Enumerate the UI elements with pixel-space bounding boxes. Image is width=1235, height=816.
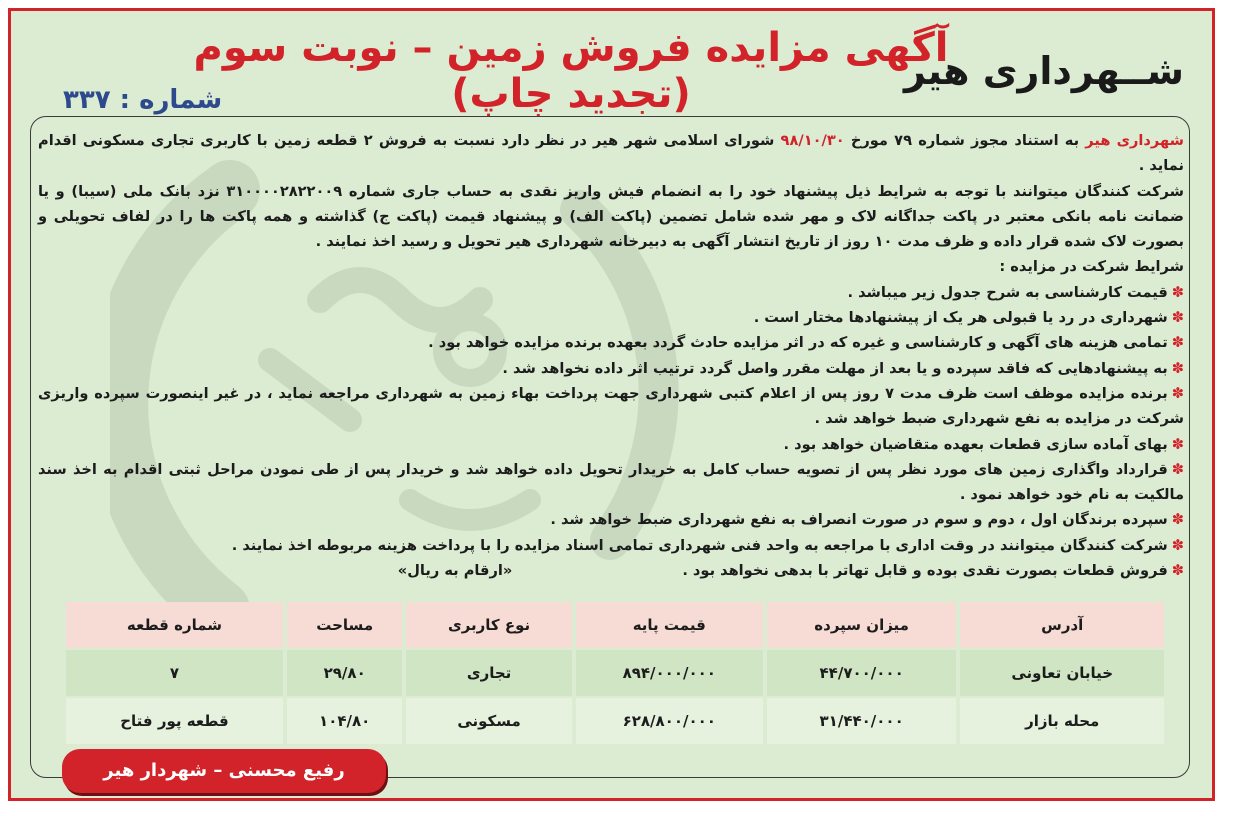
table-cell: ۴۴/۷۰۰/۰۰۰: [767, 650, 957, 696]
condition-item: ✽بهای آماده سازی قطعات بعهده متقاضیان خواهد بود .: [783, 435, 1184, 453]
bullet-icon: ✽: [1171, 511, 1184, 529]
condition-item: ✽شهرداری در رد یا قبولی هر یک از پیشنهادها مختار است .: [753, 309, 1184, 327]
bullet-icon: ✽: [1171, 334, 1184, 352]
table-cell: ۱۰۴/۸۰: [287, 698, 403, 744]
rial-note: «ارقام به ریال»: [397, 562, 513, 580]
column-header: نوع کاربری: [406, 602, 571, 648]
column-header: شماره قطعه: [66, 602, 283, 648]
condition-item: ✽قیمت کارشناسی به شرح جدول زیر میباشد .: [847, 283, 1184, 301]
bullet-icon: ✽: [1171, 536, 1184, 554]
table-cell: خیابان تعاونی: [960, 650, 1164, 696]
table-row: [66, 650, 1164, 696]
table-cell: محله بازار: [960, 698, 1164, 744]
table-cell: تجاری: [406, 650, 571, 696]
intro-paragraph: [38, 128, 1184, 179]
bullet-icon: ✽: [1171, 384, 1185, 402]
participation-paragraph: شرکت کنندگان میتوانند با توجه به شرایط ذیل پیشنهاد خود را به انضمام فیش واریز نقدی به حساب جاری شماره ۳۱۰۰۰۰۲۸۲۲۰۰۹ نزد بانک ملی (سیبا) و یا ضمانت نامه بانکی معتبر در پاکت جداگانه لاک و مهر شده شامل تضمین (پاکت الف) و پیشنهاد قیمت (پاکت ج) گذاشته و همه پاکت ها را در لفاف تحویلی و بصورت لاک شده قرار داده و ظرف مدت ۱۰ روز از تاریخ انتشار آگهی به دبیرخانه شهرداری هیر تحویل و رسید اخذ نمایند .: [38, 182, 1184, 251]
table-cell: ۲۹/۸۰: [287, 650, 403, 696]
table-cell: ۶۲۸/۸۰۰/۰۰۰: [576, 698, 763, 744]
column-header: قیمت پایه: [576, 602, 763, 648]
notice-title: آگهی مزایده فروش زمین – نوبت سوم (تجدید چاپ): [193, 25, 949, 117]
condition-item: ✽سپرده برندگان اول ، دوم و سوم در صورت انصراف به نفع شهرداری ضبط خواهد شد .: [550, 511, 1184, 529]
bullet-icon: ✽: [1171, 309, 1184, 327]
bullet-icon: ✽: [1171, 359, 1184, 377]
bullet-icon: ✽: [1171, 435, 1184, 453]
table-cell: ۳۱/۴۴۰/۰۰۰: [767, 698, 957, 744]
table-cell: ۸۹۴/۰۰۰/۰۰۰: [576, 650, 763, 696]
condition-item: ✽فروش قطعات بصورت نقدی بوده و قابل تهاتر با بدهی نخواهد بود .«ارقام به ریال»: [397, 562, 1184, 580]
bullet-icon: ✽: [1171, 460, 1184, 478]
municipality-mention: شهرداری هیر: [1085, 132, 1184, 149]
table-cell: ۷: [66, 650, 283, 696]
bullet-icon: ✽: [1171, 283, 1184, 301]
condition-item: ✽شرکت کنندگان میتوانند در وقت اداری با مراجعه به واحد فنی شهرداری تمامی اسناد مزایده را با پرداخت هزینه مربوطه اخذ نمایند .: [231, 536, 1184, 554]
notice-body: [38, 128, 1184, 583]
table-row: [66, 698, 1164, 744]
conditions-heading: شرایط شرکت در مزایده :: [999, 258, 1184, 276]
permit-date: ۹۸/۱۰/۳۰: [780, 132, 845, 149]
condition-item: ✽قرارداد واگذاری زمین های مورد نظر پس از تصویه حساب کامل به خریدار تحویل داده خواهد شد و خریدار پس از طی نمودن مراحل ثبتی اقدام به اخذ سند مالکیت به نام خود خواهد نمود .: [38, 460, 1184, 504]
column-header: مساحت: [287, 602, 403, 648]
intro-text: به استناد مجوز شماره ۷۹ مورخ: [844, 132, 1086, 149]
header: [11, 11, 1212, 131]
bullet-icon: ✽: [1171, 562, 1184, 580]
intro-text-2: شورای اسلامی شهر هیر در نظر دارد نسبت به فروش ۲ قطعه زمین با کاربری تجاری مسکونی اقدام نماید .: [38, 132, 1184, 175]
table-header-row: [66, 602, 1164, 648]
table-cell: قطعه پور فتاح: [66, 698, 283, 744]
municipality-name: شــهرداری هیر: [903, 49, 1184, 93]
condition-item: ✽تمامی هزینه های آگهی و کارشناسی و غیره که در اثر مزایده حادث گردد بعهده برنده مزایده خواهد بود .: [428, 334, 1184, 352]
notice-number: شماره : ۳۳۷: [63, 85, 223, 115]
column-header: آدرس: [960, 602, 1164, 648]
price-table: [62, 600, 1168, 746]
mayor-signature: رفیع محسنی – شهردار هیر: [62, 749, 386, 793]
condition-item: ✽به پیشنهادهایی که فاقد سپرده و یا بعد از مهلت مقرر واصل گردد ترتیب اثر داده نخواهد شد .: [502, 359, 1184, 377]
condition-item: ✽برنده مزایده موظف است ظرف مدت ۷ روز پس از اعلام کتبی شهرداری جهت پرداخت بهاء زمین به شهرداری مراجعه نماید ، در غیر اینصورت سپرده واریزی شرکت در مزایده به نفع شهرداری ضبط خواهد شد .: [38, 384, 1185, 428]
table-cell: مسکونی: [406, 698, 571, 744]
column-header: میزان سپرده: [767, 602, 957, 648]
